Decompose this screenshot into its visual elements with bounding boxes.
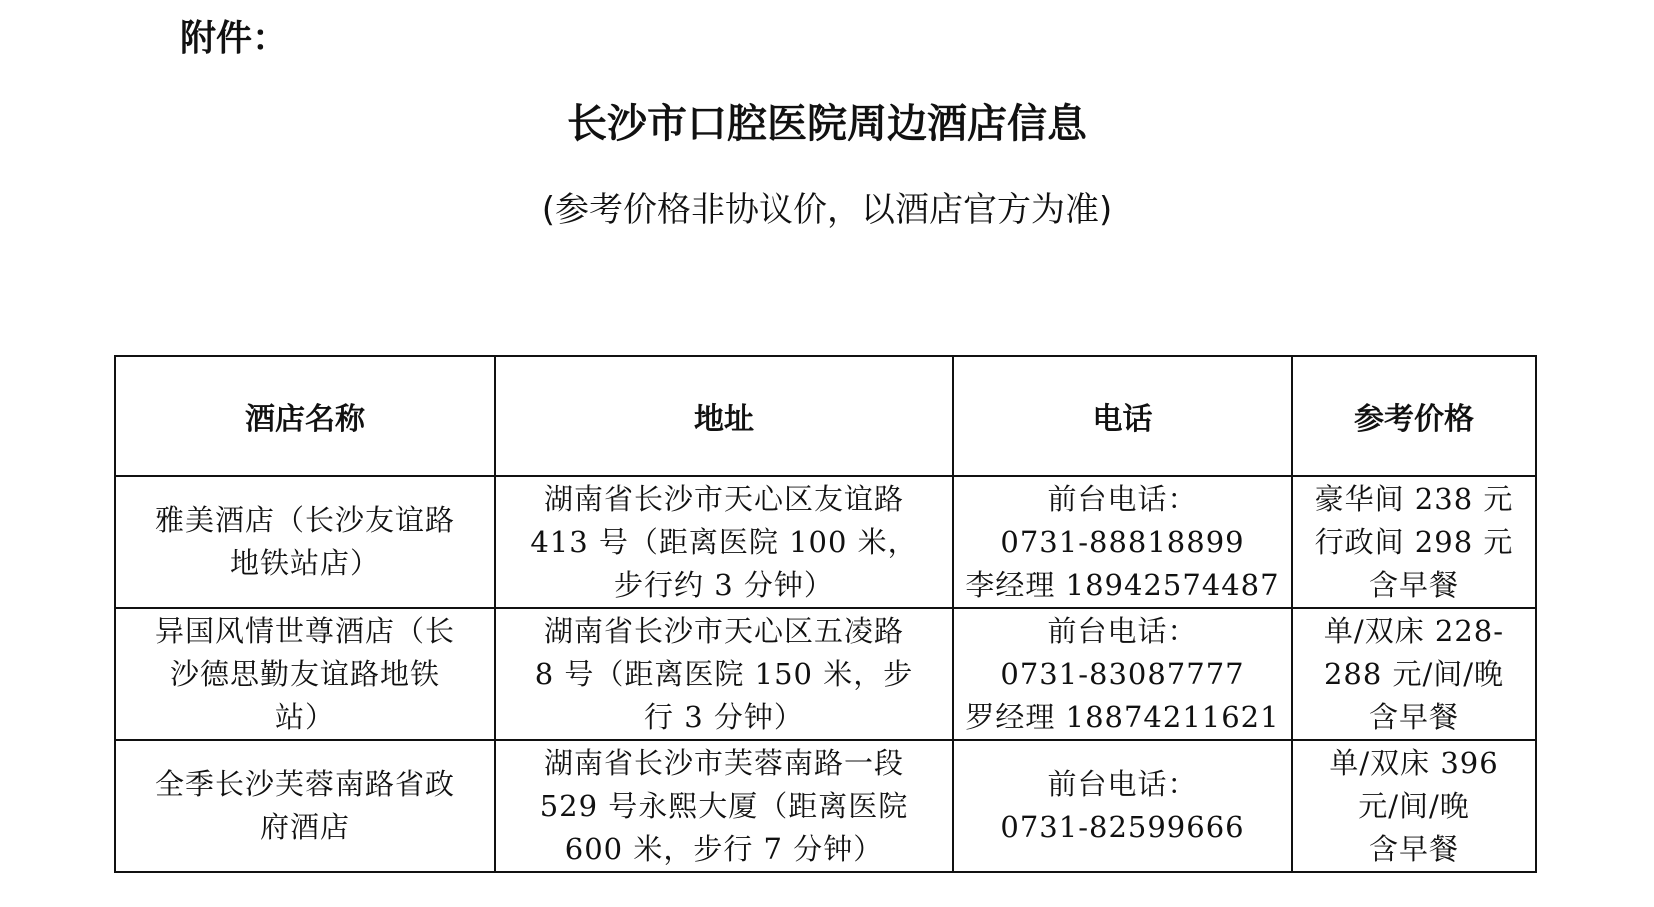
phone-line: 0731-82599666 [1000,810,1245,844]
price-line: 单/双床 228- [1323,613,1505,648]
hotel-name-line: 站） [274,699,335,734]
header-phone: 电话 [953,356,1292,476]
address-line: 529 号永熙大厦（距离医院 [539,788,909,823]
price-line: 单/双床 396 [1329,745,1499,780]
address-line: 湖南省长沙市芙蓉南路一段 [543,745,904,780]
address-line: 行 3 分钟） [644,699,804,734]
table-header [115,356,1536,476]
phone-line: 前台电话： [1047,613,1198,648]
document-subtitle: (参考价格非协议价，以酒店官方为准) [541,190,1113,230]
price-line: 含早餐 [1368,831,1459,866]
phone-cell [953,476,1292,608]
phone-cell [953,740,1292,872]
header-row [115,356,1536,476]
address-line: 8 号（距离医院 150 米，步 [534,656,914,691]
hotel-name-cell [115,476,495,608]
phone-line: 前台电话： [1047,767,1198,801]
price-line: 元/间/晚 [1358,788,1470,823]
hotel-name-line: 府酒店 [259,810,350,844]
address-cell [495,476,953,608]
table-row [115,476,1536,608]
phone-cell [953,608,1292,740]
price-line: 含早餐 [1368,567,1459,602]
attachment-label: 附件： [180,18,289,59]
hotel-table [114,355,1537,873]
phone-line: 前台电话： [1047,481,1198,516]
phone-line: 罗经理 18874211621 [965,699,1280,734]
header-address: 地址 [495,356,953,476]
price-cell [1292,608,1536,740]
document-title: 长沙市口腔医院周边酒店信息 [567,101,1087,147]
price-cell [1292,740,1536,872]
hotel-name-cell [115,740,495,872]
header-reference-price: 参考价格 [1292,356,1536,476]
address-cell [495,740,953,872]
table-row [115,740,1536,872]
price-line: 288 元/间/晚 [1323,656,1505,691]
hotel-name-line: 雅美酒店（长沙友谊路 [154,503,455,537]
address-line: 湖南省长沙市天心区五凌路 [543,613,904,648]
phone-line: 李经理 18942574487 [965,567,1280,602]
address-line: 湖南省长沙市天心区友谊路 [543,481,904,516]
hotel-name-cell [115,608,495,740]
address-line: 步行约 3 分钟） [614,567,834,602]
header-hotel-name: 酒店名称 [115,356,495,476]
price-line: 行政间 298 元 [1314,524,1514,559]
hotel-name-line: 全季长沙芙蓉南路省政 [154,767,455,801]
phone-line: 0731-83087777 [1000,656,1245,691]
address-line: 413 号（距离医院 100 米， [530,524,918,559]
table-row [115,608,1536,740]
hotel-name-line: 异国风情世尊酒店（长 [154,613,455,648]
hotel-name-line: 沙德思勤友谊路地铁 [169,656,440,691]
price-line: 含早餐 [1368,699,1459,734]
address-cell [495,608,953,740]
price-cell [1292,476,1536,608]
hotel-name-line: 地铁站店） [229,546,380,580]
address-line: 600 米，步行 7 分钟） [564,831,884,866]
table-body [115,476,1536,872]
price-line: 豪华间 238 元 [1314,481,1514,516]
phone-line: 0731-88818899 [1000,524,1245,559]
